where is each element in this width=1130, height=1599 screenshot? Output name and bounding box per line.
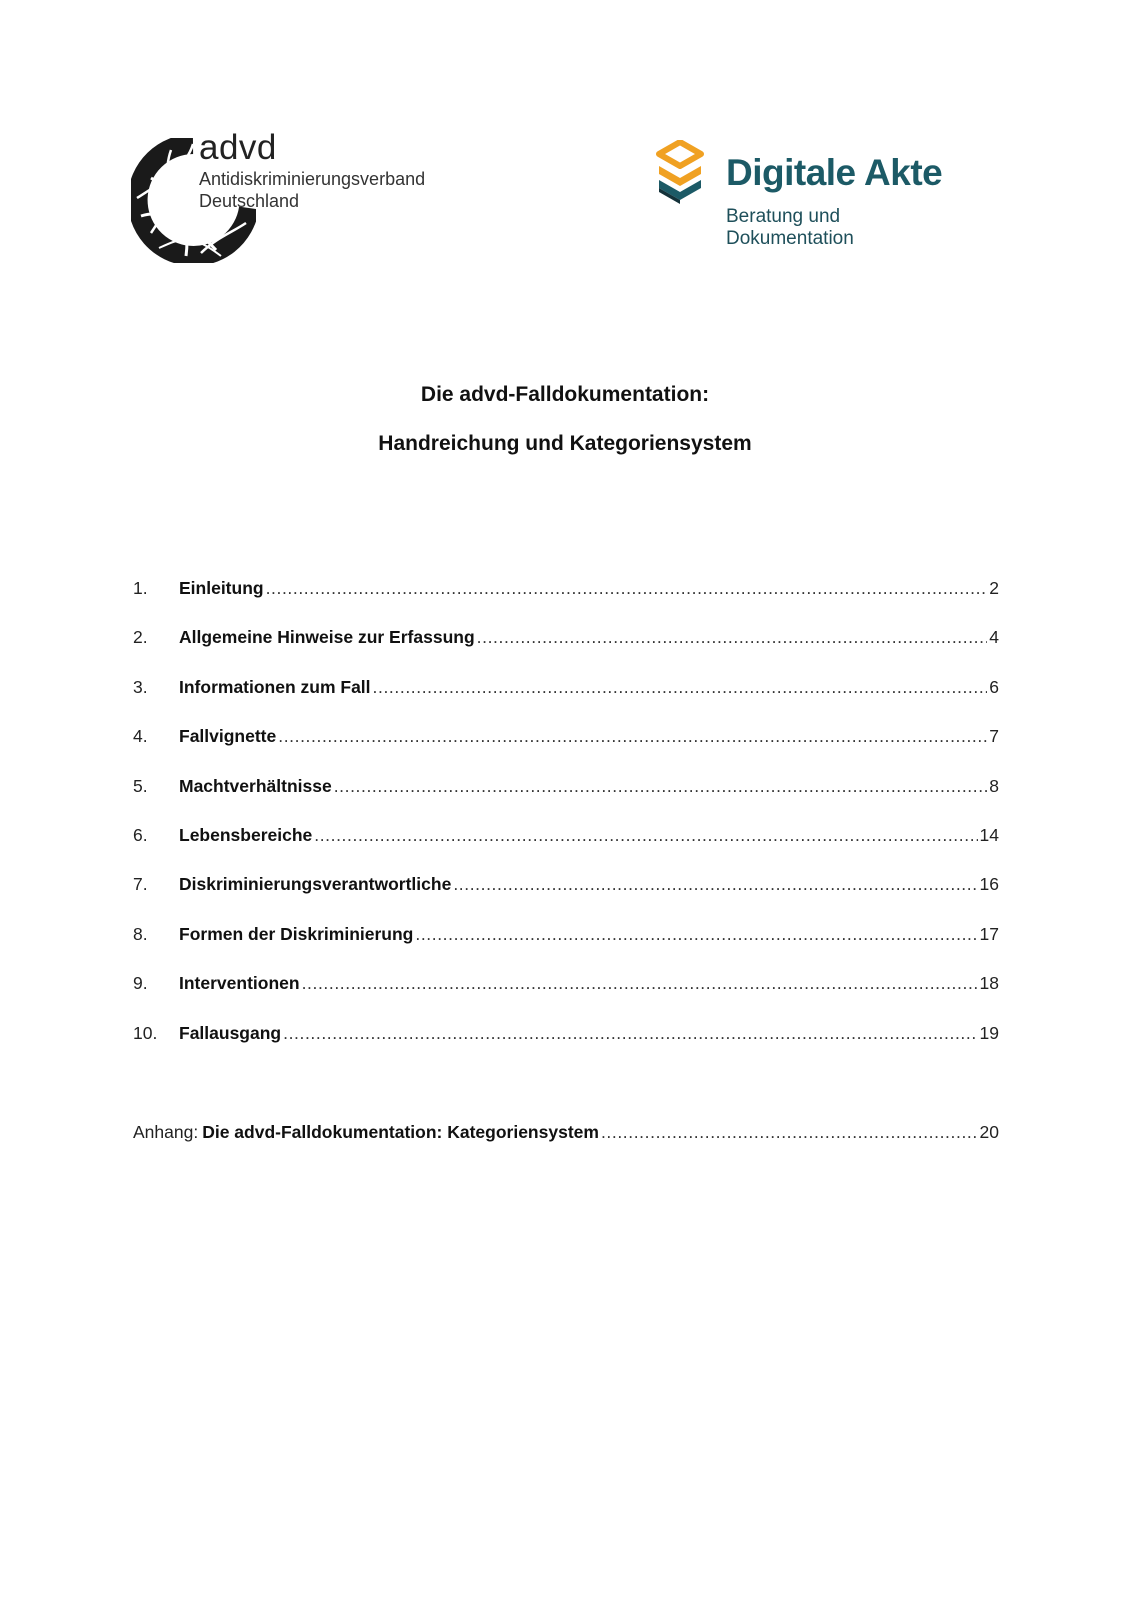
toc-page: 8 xyxy=(989,776,999,796)
toc-leader xyxy=(601,1119,978,1145)
toc-number: 4. xyxy=(133,726,148,746)
toc-leader xyxy=(314,822,977,848)
toc-number: 3. xyxy=(133,677,148,697)
document-title-line2: Handreichung und Kategoriensystem xyxy=(378,432,752,455)
toc-title: Formen der Diskriminierung xyxy=(179,924,414,944)
digitale-akte-subtitle-line1: Beratung und xyxy=(726,206,841,227)
toc-leader xyxy=(278,723,987,749)
toc-title: Diskriminierungsverantwortliche xyxy=(179,874,452,894)
toc-entry[interactable] xyxy=(133,624,999,650)
toc-leader xyxy=(266,575,988,601)
toc-entry[interactable] xyxy=(133,1020,999,1046)
toc-number: 7. xyxy=(133,874,148,894)
toc-page: 6 xyxy=(989,677,999,697)
toc-entry[interactable] xyxy=(133,822,999,848)
toc-number: 8. xyxy=(133,924,148,944)
toc-leader xyxy=(373,674,988,700)
toc-number: 2. xyxy=(133,627,148,647)
toc-number: 6. xyxy=(133,825,148,845)
toc-leader xyxy=(415,921,977,947)
toc-entry[interactable] xyxy=(133,871,999,897)
toc-page: 17 xyxy=(979,924,999,944)
digitale-akte-logo xyxy=(655,140,965,260)
document-title-line1: Die advd-Falldokumentation: xyxy=(420,383,710,406)
toc-number: 1. xyxy=(133,578,148,598)
digitale-akte-title: Digitale Akte xyxy=(726,152,943,193)
advd-brand: advd xyxy=(199,128,277,167)
toc-number: 10. xyxy=(133,1023,158,1043)
toc-appendix-page: 20 xyxy=(979,1122,999,1142)
toc-entry[interactable] xyxy=(133,970,999,996)
toc-title: Lebensbereiche xyxy=(179,825,313,845)
toc-page: 2 xyxy=(989,578,999,598)
advd-logo xyxy=(131,130,441,265)
toc-title: Informationen zum Fall xyxy=(179,677,371,697)
toc-appendix-entry[interactable] xyxy=(133,1119,999,1145)
toc-leader xyxy=(334,773,988,799)
toc-title: Fallvignette xyxy=(179,726,277,746)
toc-page: 7 xyxy=(989,726,999,746)
toc-title: Allgemeine Hinweise zur Erfassung xyxy=(179,627,475,647)
toc-page: 19 xyxy=(979,1023,999,1043)
toc-entry[interactable] xyxy=(133,921,999,947)
toc-page: 18 xyxy=(979,973,999,993)
toc-title: Interventionen xyxy=(179,973,300,993)
stacked-layers-icon xyxy=(655,140,705,206)
toc-page: 14 xyxy=(979,825,999,845)
toc-page: 4 xyxy=(989,627,999,647)
toc-title: Einleitung xyxy=(179,578,264,598)
toc-number: 9. xyxy=(133,973,148,993)
toc-title: Fallausgang xyxy=(179,1023,282,1043)
toc-appendix-prefix: Anhang: xyxy=(133,1122,199,1142)
toc-entry[interactable] xyxy=(133,723,999,749)
toc-number: 5. xyxy=(133,776,148,796)
toc-entry[interactable] xyxy=(133,674,999,700)
toc-leader xyxy=(453,871,977,897)
toc-entry[interactable] xyxy=(133,575,999,601)
toc-leader xyxy=(283,1020,977,1046)
toc-entry[interactable] xyxy=(133,773,999,799)
digitale-akte-subtitle-line2: Dokumentation xyxy=(726,228,854,249)
toc-appendix-title: Die advd-Falldokumentation: Kategoriensystem xyxy=(202,1122,599,1142)
toc-title: Machtverhältnisse xyxy=(179,776,332,796)
toc-leader xyxy=(302,970,978,996)
advd-subtitle-line2: Deutschland xyxy=(199,191,300,211)
toc-page: 16 xyxy=(979,874,999,894)
toc-leader xyxy=(477,624,988,650)
advd-subtitle-line1: Antidiskriminierungsverband xyxy=(199,169,426,189)
